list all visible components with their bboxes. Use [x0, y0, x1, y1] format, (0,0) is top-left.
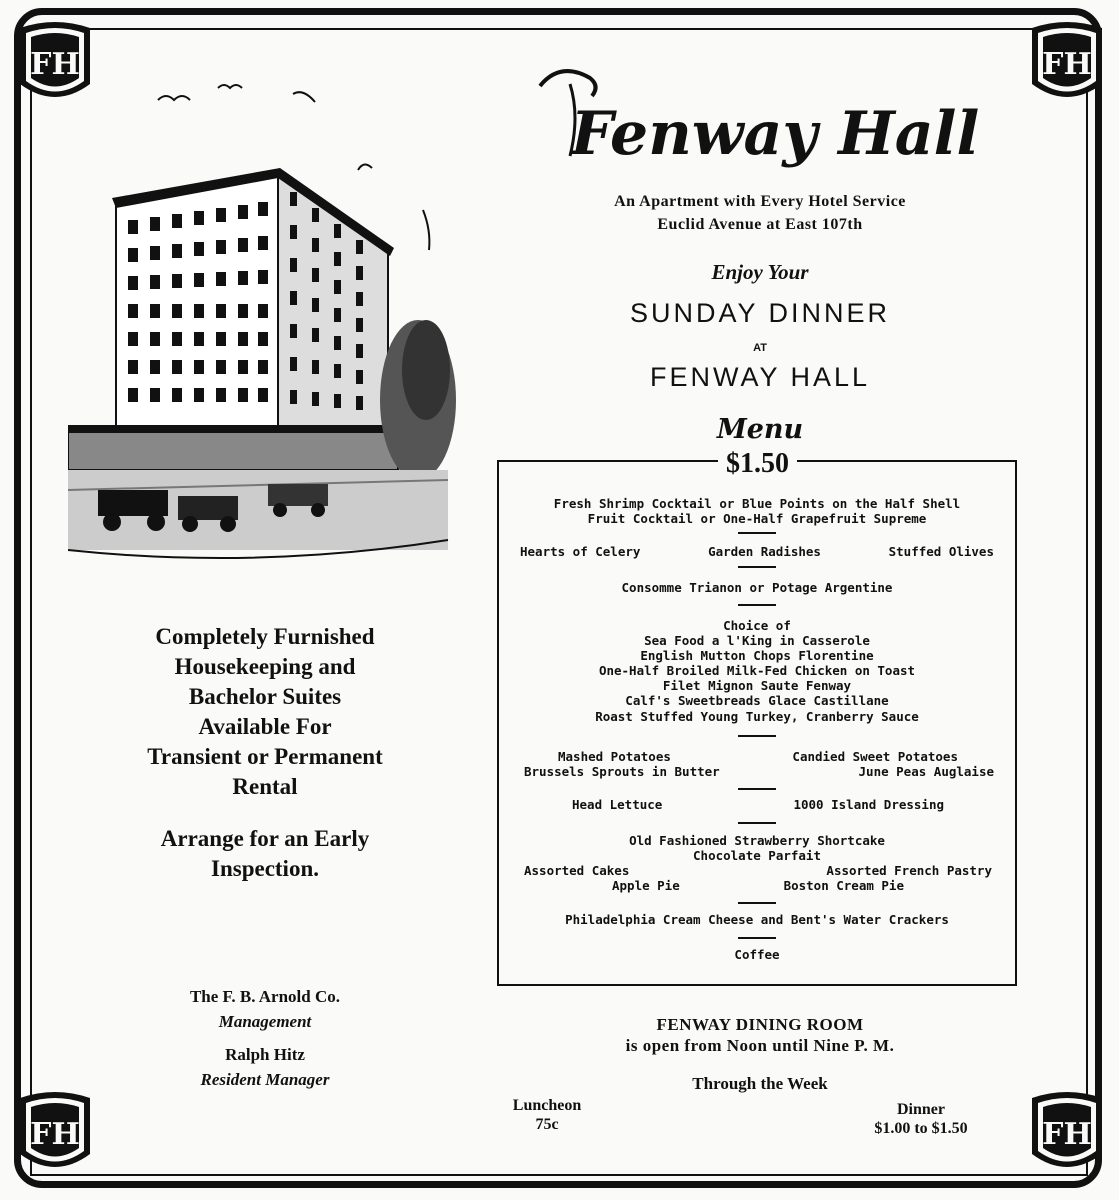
- management-company: The F. B. Arnold Co.: [189, 987, 341, 1006]
- sunday-dinner-heading: SUNDAY DINNER: [629, 298, 891, 328]
- at-label: AT: [753, 342, 767, 354]
- menu-item: Brussels Sprouts in Butter: [524, 764, 720, 779]
- tagline-line: Euclid Avenue at East 107th: [657, 216, 863, 233]
- suites-line: Available For: [198, 714, 332, 739]
- resident-manager-name: Ralph Hitz: [225, 1045, 305, 1064]
- management-block: [60, 984, 470, 1092]
- dining-room-hours: [500, 1014, 1020, 1056]
- monogram-letters: FH: [30, 47, 80, 82]
- menu-item: Sea Food a l'King in Casserole: [644, 633, 870, 648]
- menu-item: Head Lettuce: [572, 797, 663, 812]
- menu-item: Assorted French Pastry: [826, 863, 992, 878]
- through-the-week: Through the Week: [692, 1074, 828, 1093]
- menu-row-desserts-3: [524, 863, 992, 878]
- menu-divider: [738, 788, 776, 790]
- menu-divider: [738, 822, 776, 824]
- menu-item: June Peas Auglaise: [858, 764, 994, 779]
- menu-row-sides-2: [524, 764, 994, 779]
- monogram-bottom-left: [14, 1084, 96, 1180]
- monogram-top-right: [1026, 14, 1108, 110]
- menu-item: One-Half Broiled Milk-Fed Chicken on Toast: [598, 663, 916, 678]
- menu-item: Chocolate Parfait: [693, 848, 821, 863]
- monogram-letters: FH: [1042, 1117, 1092, 1152]
- menu-item: Filet Mignon Saute Fenway: [662, 678, 852, 693]
- monogram-letters: FH: [30, 1117, 80, 1152]
- menu-divider: [738, 735, 776, 737]
- menu-item: Candied Sweet Potatoes: [792, 749, 958, 764]
- suites-line: Housekeeping and: [174, 654, 356, 679]
- menu-row-salad: [572, 797, 944, 812]
- menu-row-relishes: [520, 544, 994, 559]
- menu-price: $1.50: [718, 448, 797, 480]
- luncheon-price: [492, 1096, 602, 1134]
- menu-item: Hearts of Celery: [520, 544, 641, 559]
- fenway-hall-heading: FENWAY HALL: [649, 362, 871, 392]
- menu-row-sides-1: [558, 749, 958, 764]
- suites-description: [60, 622, 470, 802]
- dinner-price: [846, 1100, 996, 1138]
- menu-title: Menu: [716, 414, 804, 445]
- menu-divider: [738, 604, 776, 606]
- menu-item: Apple Pie: [612, 878, 680, 893]
- dining-room-name: FENWAY DINING ROOM: [656, 1015, 864, 1034]
- menu-item: Old Fashioned Strawberry Shortcake: [629, 833, 885, 848]
- menu-item: Philadelphia Cream Cheese and Bent's Water Crackers: [565, 912, 949, 927]
- monogram-bottom-right: [1026, 1084, 1108, 1180]
- suites-line: Transient or Permanent: [147, 744, 383, 769]
- tagline-line: An Apartment with Every Hotel Service: [614, 193, 906, 210]
- menu-item: Mashed Potatoes: [558, 749, 671, 764]
- luncheon-label: Luncheon: [512, 1097, 582, 1114]
- menu-item: Calf's Sweetbreads Glace Castillane: [625, 693, 889, 708]
- suites-line: Rental: [232, 774, 298, 799]
- menu-item: Fruit Cocktail or One-Half Grapefruit Supreme: [587, 511, 927, 526]
- dining-room-open: is open from Noon until Nine P. M.: [625, 1036, 895, 1055]
- menu-item: Roast Stuffed Young Turkey, Cranberry Sauce: [595, 709, 919, 724]
- menu-item: Stuffed Olives: [888, 544, 994, 559]
- inspection-note: [60, 824, 470, 884]
- suites-line: Bachelor Suites: [188, 684, 342, 709]
- menu-item: Coffee: [734, 947, 780, 962]
- menu-item: Boston Cream Pie: [783, 878, 904, 893]
- inspection-line: Inspection.: [211, 856, 319, 881]
- menu-item: Consomme Trianon or Potage Argentine: [621, 580, 893, 595]
- tagline: [500, 190, 1020, 236]
- menu-item: English Mutton Chops Florentine: [640, 648, 874, 663]
- luncheon-amount: 75c: [535, 1116, 559, 1133]
- menu-item: Fresh Shrimp Cocktail or Blue Points on the Half Shell: [553, 496, 961, 511]
- menu-divider: [738, 566, 776, 568]
- dinner-amount: $1.00 to $1.50: [874, 1120, 968, 1137]
- resident-manager-role: Resident Manager: [200, 1070, 330, 1089]
- management-company-role: Management: [218, 1012, 312, 1031]
- monogram-letters: FH: [1042, 47, 1092, 82]
- hotel-logo: [530, 56, 980, 176]
- menu-divider: [738, 902, 776, 904]
- menu-choice-header: Choice of: [723, 618, 791, 633]
- menu-item: Assorted Cakes: [524, 863, 630, 878]
- building-illustration: [68, 80, 458, 580]
- menu-item: Garden Radishes: [708, 544, 821, 559]
- dinner-label: Dinner: [897, 1101, 945, 1118]
- suites-line: Completely Furnished: [155, 624, 375, 649]
- menu-divider: [738, 937, 776, 939]
- menu-divider: [738, 532, 776, 534]
- menu-row-desserts-4: [612, 878, 904, 893]
- enjoy-your: Enjoy Your: [711, 260, 809, 284]
- menu-item: 1000 Island Dressing: [793, 797, 944, 812]
- hotel-name: Fenway Hall: [570, 99, 980, 169]
- inspection-line: Arrange for an Early: [160, 826, 370, 851]
